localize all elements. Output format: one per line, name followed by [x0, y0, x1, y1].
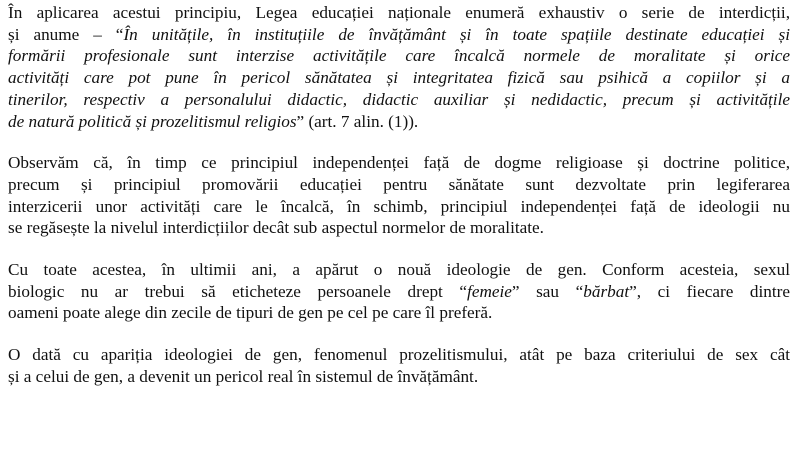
text-line: [8, 45, 790, 67]
text-line: [8, 152, 790, 174]
text-span: ” sau “: [511, 281, 584, 301]
italic-text: bărbat: [583, 281, 630, 301]
text-span: Cu toate acestea, în ultimii ani, a apărut o nouă ideologie de gen. Conform acesteia, sexul: [8, 260, 790, 280]
paragraph-legal-quote: [8, 2, 790, 132]
paragraph-observation: [8, 152, 790, 239]
italic-text: formării profesionale sunt interzise activitățile care încalcă normele de moralitate și orice: [8, 46, 790, 66]
text-line: [8, 67, 790, 89]
text-line: [8, 174, 790, 196]
text-span: și anume – “: [8, 24, 124, 44]
text-span: și a celui de gen, a devenit un pericol real în sistemul de învățământ.: [8, 366, 479, 386]
text-span: biologic nu ar trebui să eticheteze persoanele drept “: [8, 281, 468, 301]
text-line: [8, 2, 790, 24]
text-span: se regăsește la nivelul interdicțiilor decât sub aspectul normelor de moralitate.: [8, 218, 544, 238]
text-line: [8, 217, 790, 239]
text-line: [8, 89, 790, 111]
text-line: [8, 366, 790, 388]
document-body: [8, 2, 790, 388]
text-line: [8, 111, 790, 133]
text-span: precum și principiul promovării educației pentru sănătate sunt dezvoltate prin legiferarea: [8, 174, 790, 194]
text-line: [8, 24, 790, 46]
paragraph-gender-ideology: [8, 259, 790, 324]
text-line: [8, 281, 790, 303]
text-span: oameni poate alege din zecile de tipuri de gen pe cel pe care îl preferă.: [8, 303, 493, 323]
text-line: [8, 344, 790, 366]
text-span: interzicerii unor activități care le încalcă, în schimb, principiul independenței față de ideologii nu: [8, 196, 790, 216]
text-span: Observăm că, în timp ce principiul independenței față de dogme religioase și doctrine politice,: [8, 153, 790, 173]
text-span: ”, ci fiecare dintre: [629, 281, 790, 301]
italic-text: femeie: [467, 281, 512, 301]
text-span: În aplicarea acestui principiu, Legea educației naționale enumeră exhaustiv o serie de interdicții,: [8, 3, 790, 22]
paragraph-conclusion: [8, 344, 790, 387]
italic-text: de natură politică și prozelitismul religios: [8, 111, 297, 131]
text-span: ” (art. 7 alin. (1)).: [296, 111, 419, 131]
text-line: [8, 302, 790, 324]
text-line: [8, 259, 790, 281]
text-line: [8, 196, 790, 218]
italic-text: tinerilor, respectiv a personalului didactic, didactic auxiliar și nedidactic, precum și activitățile: [8, 89, 790, 109]
italic-text: În unitățile, în instituțiile de învățământ și în toate spațiile destinate educației și: [123, 24, 790, 44]
italic-text: activități care pot pune în pericol sănătatea și integritatea fizică sau psihică a copiilor și a: [8, 68, 790, 88]
text-span: O dată cu apariția ideologiei de gen, fenomenul prozelitismului, atât pe baza criteriului de sex cât: [8, 345, 790, 365]
